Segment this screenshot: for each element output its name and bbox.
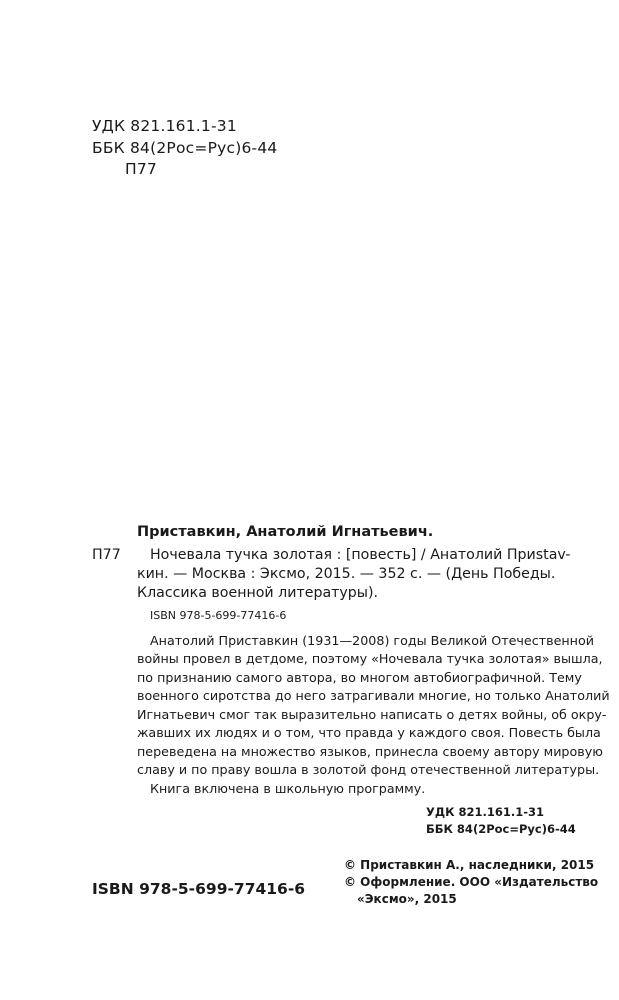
description-line: кин. — Москва : Эксмо, 2015. — 352 с. — (День Победы. xyxy=(137,566,556,582)
annotation-line: жавших их людях и о том, что правда у каждого своя. Повесть была xyxy=(137,725,601,740)
copyright-line: © Оформление. ООО «Издательство xyxy=(344,875,599,889)
annotation-line: Игнатьевич смог так выразительно написать о детях войны, об окру- xyxy=(137,707,607,722)
author-sign-top: П77 xyxy=(125,160,157,178)
annotation-line: по признанию самого автора, во многом автобиографичной. Тему xyxy=(137,670,582,685)
udk-bottom: УДК 821.161.1-31 xyxy=(426,805,545,819)
isbn-main: ISBN 978-5-699-77416-6 xyxy=(92,880,306,898)
copyright-line: «Эксмо», 2015 xyxy=(357,892,457,906)
udk-top: УДК 821.161.1-31 xyxy=(92,117,237,135)
annotation-line: славу и по праву вошла в золотой фонд отечественной литературы. xyxy=(137,762,600,777)
bbk-top: ББК 84(2Рос=Рус)6-44 xyxy=(92,139,278,157)
copyright-line: © Приставкин А., наследники, 2015 xyxy=(344,858,595,872)
description-line: Ночевала тучка золотая : [повесть] / Анатолий Приstav- xyxy=(150,547,571,563)
annotation-line: военного сиротства до него затрагивали многие, но только Анатолий xyxy=(137,688,610,703)
annotation-line: войны провел в детдоме, поэтому «Ночевала тучка золотая» вышла, xyxy=(137,651,603,666)
bbk-bottom: ББК 84(2Рос=Рус)6-44 xyxy=(426,822,576,836)
record-code: П77 xyxy=(92,547,121,563)
author-heading: Приставкин, Анатолий Игнатьевич. xyxy=(137,524,434,540)
description-line: Классика военной литературы). xyxy=(137,585,379,601)
annotation-line: переведена на множество языков, принесла своему автору мировую xyxy=(137,744,603,759)
record-isbn: ISBN 978-5-699-77416-6 xyxy=(150,609,287,622)
annotation-line: Книга включена в школьную программу. xyxy=(150,781,426,796)
annotation-line: Анатолий Приставкин (1931—2008) годы Великой Отечественной xyxy=(150,633,594,648)
